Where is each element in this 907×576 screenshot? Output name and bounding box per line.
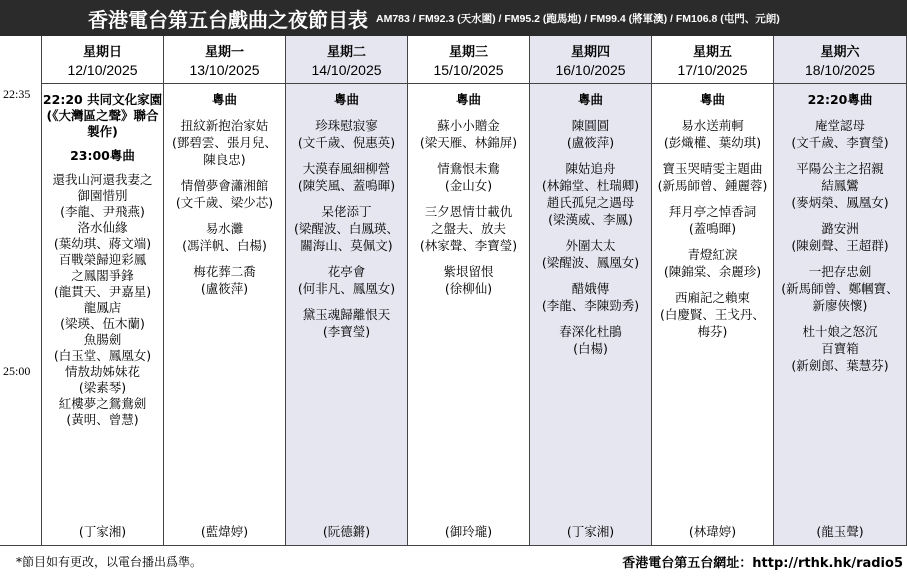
day-header <box>652 36 773 84</box>
program-line: 梅芬) <box>697 324 728 339</box>
footer-website: 香港電台第五台網址：http://rthk.hk/radio5 <box>622 555 903 571</box>
program-line: 紫垠留恨 <box>443 264 494 279</box>
program-line: 陳良忠) <box>203 152 246 167</box>
program-line: 陳姑追舟 <box>565 161 616 176</box>
schedule-header <box>0 0 907 36</box>
program-line: 22:20 共同文化家園 <box>42 92 163 107</box>
program-line: 製作) <box>87 124 118 139</box>
day-date: 18/10/2025 <box>804 62 876 78</box>
program-line: 花亭會 <box>327 264 366 279</box>
program-line: 蘇小小贈金 <box>437 118 500 133</box>
program-line: 粵曲 <box>699 92 725 107</box>
program-line: 陳圓圓 <box>571 118 610 133</box>
time-label-start: 22:35 <box>3 87 31 101</box>
schedule-grid <box>0 36 907 545</box>
program-line: 粵曲 <box>455 92 481 107</box>
day-name: 星期五 <box>692 45 732 60</box>
program-line: 情僧夢會瀟湘館 <box>180 178 269 193</box>
program-line: 御園惜別 <box>77 188 128 203</box>
program-line: 粵曲 <box>333 92 359 107</box>
program-line: (林家聲、李寶瑩) <box>419 238 518 253</box>
program-line: (李龍、李陳勁秀) <box>541 298 640 313</box>
program-line: 拜月亭之悼香詞 <box>668 204 757 219</box>
program-line: (白楊) <box>573 341 608 356</box>
program-line: (文千歲、倪惠英) <box>297 135 396 150</box>
program-line: 趙氏孤兒之遇母 <box>546 195 635 210</box>
day-header <box>286 36 407 84</box>
day-name: 星期三 <box>448 45 488 60</box>
program-line: 百寶箱 <box>821 341 859 356</box>
program-line: (《大灣區之聲》聯合 <box>46 108 159 123</box>
program-line: (蓋鳴暉) <box>688 221 737 236</box>
program-line: 扭紋新抱治家姑 <box>180 118 269 133</box>
program-line: (盧筱萍) <box>200 281 249 296</box>
day-name: 星期二 <box>326 45 366 60</box>
program-line: 西廂記之賴柬 <box>674 290 750 305</box>
program-line: 寶玉哭晴雯主題曲 <box>662 161 763 176</box>
program-line: (馮洋帆、白楊) <box>182 238 267 253</box>
program-line: 之鳳閣爭鋒 <box>71 268 134 283</box>
program-line: (新馬師曾、鍾麗蓉) <box>657 178 768 193</box>
program-line: (李龍、尹飛燕) <box>60 204 145 219</box>
program-line: (黃明、曾慧) <box>66 412 139 427</box>
program-line: (徐柳仙) <box>444 281 493 296</box>
day-header <box>530 36 651 84</box>
program-line: (白玉堂、鳳凰女) <box>53 348 152 363</box>
program-line: (梁漢威、李鳳) <box>548 212 633 227</box>
program-line: 易水送荊軻 <box>681 118 744 133</box>
program-line: 情敖劫姊妹花 <box>64 364 140 379</box>
program-line: (陳錦棠、余麗珍) <box>663 264 762 279</box>
program-line: (金山女) <box>444 178 493 193</box>
host-name: (御玲瓏) <box>444 524 493 539</box>
program-line: 洛水仙緣 <box>77 220 128 235</box>
footer-note: *節目如有更改，以電台播出爲準。 <box>16 554 203 569</box>
day-header <box>774 36 906 84</box>
program-line: (葉幼琪、蔣文端) <box>53 236 152 251</box>
program-line: 青燈紅淚 <box>687 247 738 262</box>
program-line: 杜十娘之怒沉 <box>802 324 878 339</box>
program-line: 結鳳鸞 <box>821 178 859 193</box>
program-line: 關海山、莫佩文) <box>300 238 393 253</box>
program-line: 23:00粵曲 <box>70 148 135 163</box>
program-line: (彭熾權、葉幼琪) <box>663 135 762 150</box>
program-line: 龍鳳店 <box>83 300 122 315</box>
time-column <box>0 36 42 545</box>
program-line: 粵曲 <box>577 92 603 107</box>
program-line: 紅樓夢之鴛鴦劍 <box>58 396 147 411</box>
day-column-1 <box>164 36 286 545</box>
time-label-end: 25:00 <box>3 364 31 378</box>
host-name: (林瑋婷) <box>688 524 737 539</box>
program-line: 魚腸劍 <box>83 332 122 347</box>
program-line: 庵堂認母 <box>814 118 865 133</box>
program-line: 22:20粵曲 <box>807 92 873 107</box>
program-line: 呆佬添丁 <box>321 204 372 219</box>
program-line: 情鴦恨未鴦 <box>437 161 500 176</box>
program-line: (盧筱萍) <box>566 135 615 150</box>
host-name: (阮德鏘) <box>322 524 371 539</box>
program-line: 醋娥傳 <box>571 281 610 296</box>
program-line: 一把存忠劍 <box>808 264 872 279</box>
program-line: (何非凡、鳳凰女) <box>297 281 396 296</box>
host-name: (丁家湘) <box>566 524 615 539</box>
frequency-list: AM783 / FM92.3 (天水圍) / FM95.2 (跑馬地) / FM99.4 (將軍澳) / FM106.8 (屯門、元朗) <box>376 12 780 25</box>
program-line: (陳劍聲、王超群) <box>791 238 889 253</box>
day-name: 星期四 <box>570 45 610 60</box>
day-header <box>42 36 163 84</box>
day-date: 15/10/2025 <box>433 62 504 78</box>
day-date: 12/10/2025 <box>67 62 138 78</box>
day-header <box>164 36 285 84</box>
program-line: (梁醒波、鳳凰女) <box>541 255 640 270</box>
day-column-2 <box>286 36 408 545</box>
program-line: 三夕恩情廿載仇 <box>424 204 513 219</box>
day-header <box>408 36 529 84</box>
program-line: 梅花葬二喬 <box>193 264 256 279</box>
program-line: (文千歲、梁少芯) <box>175 195 274 210</box>
day-date: 17/10/2025 <box>677 62 748 78</box>
host-name: (龍玉聲) <box>816 524 864 539</box>
program-line: (陳笑風、蓋鳴暉) <box>297 178 396 193</box>
day-column-4 <box>530 36 652 545</box>
program-line: 潞安洲 <box>821 221 859 236</box>
day-column-6 <box>774 36 907 545</box>
day-name: 星期六 <box>820 45 860 60</box>
schedule-title: 香港電台第五台戲曲之夜節目表 <box>88 7 368 32</box>
program-line: (新馬師曾、鄭幗寶、 <box>781 281 899 296</box>
program-line: (新劍郎、葉慧芬) <box>791 358 889 373</box>
day-column-0 <box>42 36 164 545</box>
program-line: 百戰榮歸迎彩鳳 <box>58 252 147 267</box>
day-name: 星期日 <box>82 45 122 60</box>
host-name: (藍煒婷) <box>200 524 249 539</box>
day-name: 星期一 <box>204 45 244 60</box>
program-line: 新廖俠懷) <box>812 298 868 313</box>
program-line: (林錦堂、杜瑞卿) <box>541 178 640 193</box>
program-line: (麥炳榮、鳳凰女) <box>791 195 889 210</box>
program-line: (鄧碧雲、張月兒、 <box>172 135 277 150</box>
program-line: 春深化杜鵑 <box>559 324 622 339</box>
day-date: 16/10/2025 <box>555 62 626 78</box>
host-name: (丁家湘) <box>78 524 127 539</box>
program-line: (李寶瑩) <box>322 324 371 339</box>
program-line: (梁素琴) <box>78 380 127 395</box>
day-date: 14/10/2025 <box>311 62 382 78</box>
program-line: 之盤夫、放夫 <box>430 221 506 236</box>
program-line: (白慶賢、王戈丹、 <box>660 307 765 322</box>
day-date: 13/10/2025 <box>189 62 260 78</box>
program-line: 平陽公主之招親 <box>796 161 884 176</box>
program-line: 珍珠慰寂寥 <box>315 118 378 133</box>
day-column-3 <box>408 36 530 545</box>
program-line: (龍貫天、尹嘉星) <box>53 284 152 299</box>
program-line: (梁瑛、伍木蘭) <box>60 316 145 331</box>
program-line: 粵曲 <box>211 92 237 107</box>
program-line: (梁醒波、白鳳瑛、 <box>294 221 399 236</box>
program-line: 大漠春風細柳營 <box>302 161 391 176</box>
program-line: (文千歲、李寶瑩) <box>791 135 889 150</box>
program-line: 黛玉魂歸離恨天 <box>302 307 391 322</box>
schedule-footer <box>0 545 907 576</box>
program-line: 易水灘 <box>205 221 244 236</box>
program-line: (梁天雁、林錦屏) <box>419 135 518 150</box>
day-column-5 <box>652 36 774 545</box>
program-line: 外圍太太 <box>565 238 616 253</box>
program-line: 還我山河還我妻之 <box>52 172 153 187</box>
